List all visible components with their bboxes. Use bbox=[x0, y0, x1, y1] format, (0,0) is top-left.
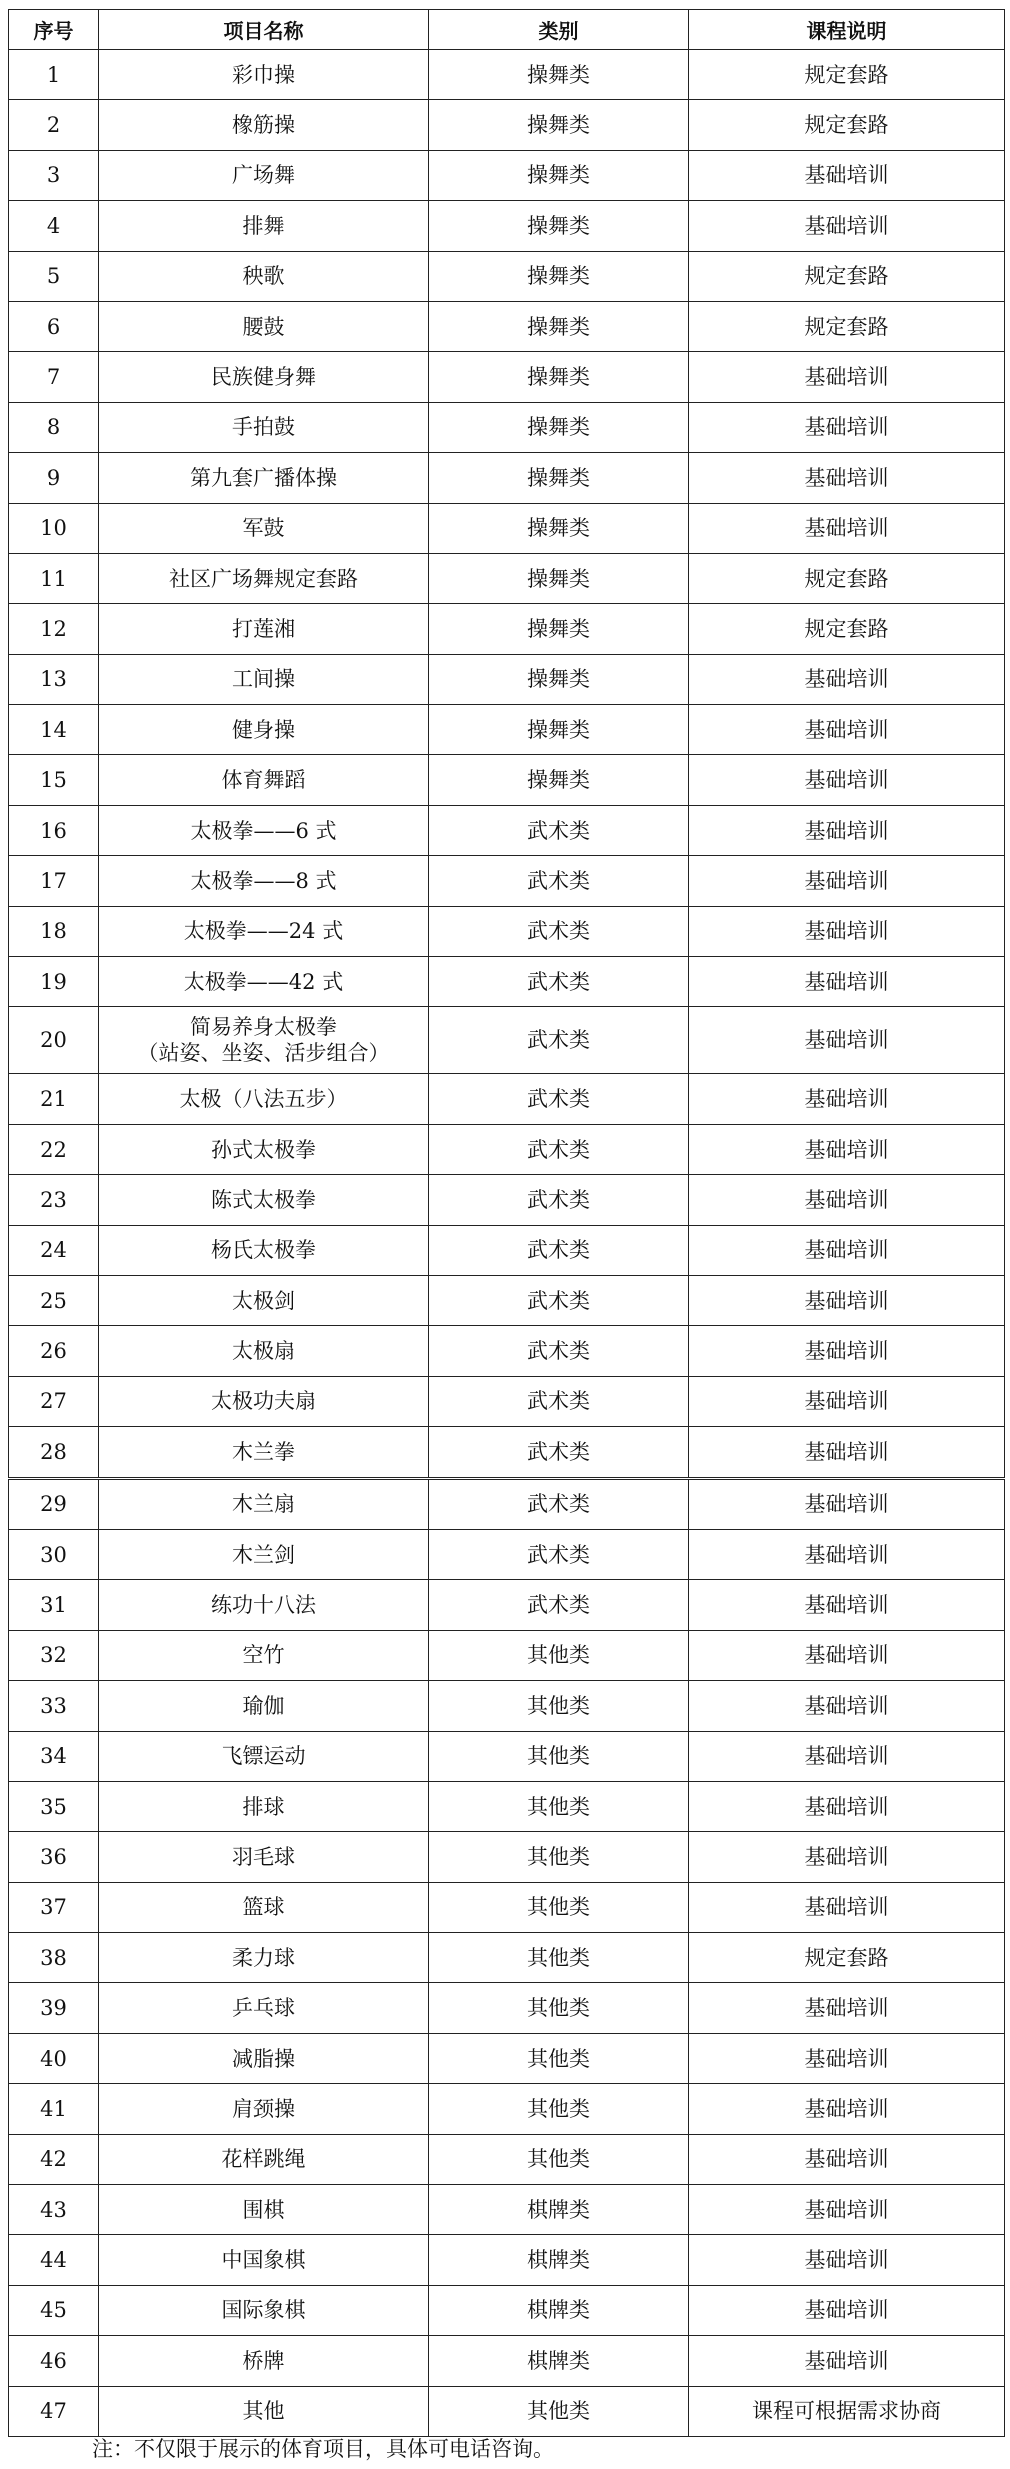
table-row bbox=[9, 2185, 1005, 2235]
cell-category: 武术类 bbox=[429, 957, 689, 1007]
cell-course-description: 基础培训 bbox=[689, 2185, 1005, 2235]
cell-category: 其他类 bbox=[429, 1630, 689, 1680]
table-row bbox=[9, 1832, 1005, 1882]
cell-number: 35 bbox=[9, 1781, 99, 1831]
cell-category: 其他类 bbox=[429, 2386, 689, 2436]
table-row bbox=[9, 1731, 1005, 1781]
cell-item-name: 减脂操 bbox=[99, 2033, 429, 2083]
table-row bbox=[9, 1933, 1005, 1983]
cell-category: 操舞类 bbox=[429, 654, 689, 704]
cell-category: 其他类 bbox=[429, 1983, 689, 2033]
table-row bbox=[9, 301, 1005, 351]
table-row bbox=[9, 100, 1005, 150]
cell-item-name: 柔力球 bbox=[99, 1933, 429, 1983]
table-row bbox=[9, 1882, 1005, 1932]
cell-course-description: 基础培训 bbox=[689, 1681, 1005, 1731]
cell-course-description: 基础培训 bbox=[689, 906, 1005, 956]
cell-item-name: 腰鼓 bbox=[99, 301, 429, 351]
cell-item-name: 羽毛球 bbox=[99, 1832, 429, 1882]
cell-course-description: 基础培训 bbox=[689, 1832, 1005, 1882]
cell-item-name: 体育舞蹈 bbox=[99, 755, 429, 805]
table-row bbox=[9, 201, 1005, 251]
cell-item-name: 太极扇 bbox=[99, 1326, 429, 1376]
cell-course-description: 基础培训 bbox=[689, 654, 1005, 704]
cell-item-name: 木兰拳 bbox=[99, 1427, 429, 1478]
table-row bbox=[9, 604, 1005, 654]
cell-item-name: 国际象棋 bbox=[99, 2285, 429, 2335]
cell-number: 6 bbox=[9, 301, 99, 351]
table-row bbox=[9, 2134, 1005, 2184]
cell-item-name: 太极拳——24 式 bbox=[99, 906, 429, 956]
cell-number: 12 bbox=[9, 604, 99, 654]
cell-course-description: 基础培训 bbox=[689, 1529, 1005, 1579]
cell-category: 武术类 bbox=[429, 1175, 689, 1225]
header-item-name: 项目名称 bbox=[99, 10, 429, 50]
cell-item-name: 打莲湘 bbox=[99, 604, 429, 654]
header-course-description: 课程说明 bbox=[689, 10, 1005, 50]
cell-number: 8 bbox=[9, 402, 99, 452]
table-row bbox=[9, 1225, 1005, 1275]
cell-item-name: 排球 bbox=[99, 1781, 429, 1831]
cell-number: 14 bbox=[9, 705, 99, 755]
cell-course-description: 基础培训 bbox=[689, 453, 1005, 503]
cell-category: 棋牌类 bbox=[429, 2285, 689, 2335]
table-row bbox=[9, 1427, 1005, 1478]
cell-category: 其他类 bbox=[429, 2084, 689, 2134]
cell-course-description: 基础培训 bbox=[689, 402, 1005, 452]
cell-category: 武术类 bbox=[429, 1478, 689, 1529]
cell-category: 武术类 bbox=[429, 1580, 689, 1630]
cell-category: 其他类 bbox=[429, 1681, 689, 1731]
cell-course-description: 基础培训 bbox=[689, 503, 1005, 553]
table-header-row bbox=[9, 10, 1005, 50]
cell-number: 47 bbox=[9, 2386, 99, 2436]
cell-category: 操舞类 bbox=[429, 402, 689, 452]
footnote: 注：不仅限于展示的体育项目，具体可电话咨询。 bbox=[92, 2437, 554, 2461]
cell-number: 9 bbox=[9, 453, 99, 503]
cell-category: 操舞类 bbox=[429, 352, 689, 402]
table-row bbox=[9, 1983, 1005, 2033]
cell-item-name: 社区广场舞规定套路 bbox=[99, 553, 429, 603]
cell-item-name: 太极（八法五步） bbox=[99, 1074, 429, 1124]
cell-number: 10 bbox=[9, 503, 99, 553]
cell-number: 11 bbox=[9, 553, 99, 603]
cell-category: 操舞类 bbox=[429, 553, 689, 603]
cell-course-description: 基础培训 bbox=[689, 201, 1005, 251]
cell-item-name: 篮球 bbox=[99, 1882, 429, 1932]
cell-number: 15 bbox=[9, 755, 99, 805]
table-row bbox=[9, 453, 1005, 503]
cell-category: 其他类 bbox=[429, 1781, 689, 1831]
cell-category: 操舞类 bbox=[429, 100, 689, 150]
cell-course-description: 基础培训 bbox=[689, 957, 1005, 1007]
cell-category: 武术类 bbox=[429, 1529, 689, 1579]
cell-category: 武术类 bbox=[429, 856, 689, 906]
cell-number: 23 bbox=[9, 1175, 99, 1225]
cell-course-description: 基础培训 bbox=[689, 1376, 1005, 1426]
table-row bbox=[9, 1376, 1005, 1426]
cell-category: 其他类 bbox=[429, 2134, 689, 2184]
cell-course-description: 基础培训 bbox=[689, 1478, 1005, 1529]
table-row bbox=[9, 1074, 1005, 1124]
cell-category: 操舞类 bbox=[429, 604, 689, 654]
cell-number: 32 bbox=[9, 1630, 99, 1680]
cell-course-description: 规定套路 bbox=[689, 50, 1005, 100]
cell-number: 28 bbox=[9, 1427, 99, 1478]
cell-item-name: 太极拳——42 式 bbox=[99, 957, 429, 1007]
cell-course-description: 基础培训 bbox=[689, 1882, 1005, 1932]
cell-category: 棋牌类 bbox=[429, 2235, 689, 2285]
cell-course-description: 基础培训 bbox=[689, 705, 1005, 755]
cell-item-name: 陈式太极拳 bbox=[99, 1175, 429, 1225]
cell-item-name: 飞镖运动 bbox=[99, 1731, 429, 1781]
cell-item-name: 工间操 bbox=[99, 654, 429, 704]
cell-number: 40 bbox=[9, 2033, 99, 2083]
cell-course-description: 规定套路 bbox=[689, 553, 1005, 603]
table-row bbox=[9, 1007, 1005, 1074]
cell-course-description: 基础培训 bbox=[689, 856, 1005, 906]
cell-category: 操舞类 bbox=[429, 503, 689, 553]
cell-category: 操舞类 bbox=[429, 251, 689, 301]
cell-category: 武术类 bbox=[429, 1376, 689, 1426]
cell-item-name: 孙式太极拳 bbox=[99, 1124, 429, 1174]
cell-course-description: 基础培训 bbox=[689, 2084, 1005, 2134]
cell-item-name: 太极功夫扇 bbox=[99, 1376, 429, 1426]
cell-course-description: 基础培训 bbox=[689, 1630, 1005, 1680]
cell-number: 30 bbox=[9, 1529, 99, 1579]
cell-course-description: 基础培训 bbox=[689, 1074, 1005, 1124]
cell-item-name: 彩巾操 bbox=[99, 50, 429, 100]
cell-number: 21 bbox=[9, 1074, 99, 1124]
cell-number: 7 bbox=[9, 352, 99, 402]
header-category: 类别 bbox=[429, 10, 689, 50]
cell-category: 操舞类 bbox=[429, 301, 689, 351]
cell-course-description: 基础培训 bbox=[689, 1580, 1005, 1630]
table-row bbox=[9, 503, 1005, 553]
cell-number: 13 bbox=[9, 654, 99, 704]
cell-category: 武术类 bbox=[429, 1074, 689, 1124]
cell-number: 33 bbox=[9, 1681, 99, 1731]
cell-course-description: 基础培训 bbox=[689, 2336, 1005, 2386]
cell-number: 44 bbox=[9, 2235, 99, 2285]
cell-number: 45 bbox=[9, 2285, 99, 2335]
cell-category: 操舞类 bbox=[429, 150, 689, 200]
table-row bbox=[9, 654, 1005, 704]
table-row bbox=[9, 1175, 1005, 1225]
cell-course-description: 基础培训 bbox=[689, 2235, 1005, 2285]
cell-course-description: 规定套路 bbox=[689, 1933, 1005, 1983]
cell-category: 操舞类 bbox=[429, 201, 689, 251]
cell-number: 41 bbox=[9, 2084, 99, 2134]
cell-course-description: 基础培训 bbox=[689, 1225, 1005, 1275]
cell-number: 31 bbox=[9, 1580, 99, 1630]
cell-number: 18 bbox=[9, 906, 99, 956]
table-row bbox=[9, 805, 1005, 855]
cell-number: 42 bbox=[9, 2134, 99, 2184]
table-row bbox=[9, 2235, 1005, 2285]
cell-item-name: 健身操 bbox=[99, 705, 429, 755]
cell-number: 19 bbox=[9, 957, 99, 1007]
cell-item-name: 简易养身太极拳 （站姿、坐姿、活步组合） bbox=[99, 1007, 429, 1074]
cell-item-name: 秧歌 bbox=[99, 251, 429, 301]
cell-item-name: 太极拳——8 式 bbox=[99, 856, 429, 906]
cell-item-name: 手拍鼓 bbox=[99, 402, 429, 452]
cell-category: 其他类 bbox=[429, 1731, 689, 1781]
cell-category: 其他类 bbox=[429, 1832, 689, 1882]
cell-number: 20 bbox=[9, 1007, 99, 1074]
cell-course-description: 规定套路 bbox=[689, 301, 1005, 351]
cell-category: 武术类 bbox=[429, 1124, 689, 1174]
cell-number: 17 bbox=[9, 856, 99, 906]
cell-category: 武术类 bbox=[429, 1427, 689, 1478]
cell-number: 37 bbox=[9, 1882, 99, 1932]
table-row bbox=[9, 755, 1005, 805]
cell-item-name: 太极拳——6 式 bbox=[99, 805, 429, 855]
cell-course-description: 课程可根据需求协商 bbox=[689, 2386, 1005, 2436]
cell-number: 27 bbox=[9, 1376, 99, 1426]
cell-course-description: 基础培训 bbox=[689, 1275, 1005, 1325]
cell-category: 武术类 bbox=[429, 906, 689, 956]
cell-number: 5 bbox=[9, 251, 99, 301]
cell-number: 2 bbox=[9, 100, 99, 150]
cell-number: 22 bbox=[9, 1124, 99, 1174]
cell-category: 武术类 bbox=[429, 1326, 689, 1376]
cell-category: 其他类 bbox=[429, 1882, 689, 1932]
cell-item-name: 广场舞 bbox=[99, 150, 429, 200]
table-row bbox=[9, 352, 1005, 402]
cell-course-description: 规定套路 bbox=[689, 251, 1005, 301]
cell-course-description: 基础培训 bbox=[689, 2134, 1005, 2184]
cell-category: 其他类 bbox=[429, 2033, 689, 2083]
course-table bbox=[8, 9, 1005, 2437]
table-row bbox=[9, 50, 1005, 100]
table-row bbox=[9, 705, 1005, 755]
cell-item-name: 瑜伽 bbox=[99, 1681, 429, 1731]
cell-category: 武术类 bbox=[429, 805, 689, 855]
table-row bbox=[9, 1781, 1005, 1831]
cell-number: 1 bbox=[9, 50, 99, 100]
cell-number: 26 bbox=[9, 1326, 99, 1376]
cell-category: 操舞类 bbox=[429, 705, 689, 755]
cell-number: 29 bbox=[9, 1478, 99, 1529]
cell-item-name: 空竹 bbox=[99, 1630, 429, 1680]
table-row bbox=[9, 402, 1005, 452]
cell-course-description: 基础培训 bbox=[689, 1124, 1005, 1174]
cell-category: 操舞类 bbox=[429, 453, 689, 503]
table-body bbox=[9, 50, 1005, 2437]
cell-category: 棋牌类 bbox=[429, 2336, 689, 2386]
table-row bbox=[9, 1124, 1005, 1174]
cell-category: 武术类 bbox=[429, 1007, 689, 1074]
cell-category: 武术类 bbox=[429, 1275, 689, 1325]
cell-number: 3 bbox=[9, 150, 99, 200]
cell-category: 武术类 bbox=[429, 1225, 689, 1275]
cell-item-name: 第九套广播体操 bbox=[99, 453, 429, 503]
table-row bbox=[9, 1529, 1005, 1579]
table-row bbox=[9, 906, 1005, 956]
cell-number: 4 bbox=[9, 201, 99, 251]
table-row bbox=[9, 2386, 1005, 2436]
cell-number: 39 bbox=[9, 1983, 99, 2033]
table-row bbox=[9, 251, 1005, 301]
table-row bbox=[9, 2336, 1005, 2386]
cell-number: 25 bbox=[9, 1275, 99, 1325]
cell-category: 棋牌类 bbox=[429, 2185, 689, 2235]
cell-item-name: 杨氏太极拳 bbox=[99, 1225, 429, 1275]
cell-number: 38 bbox=[9, 1933, 99, 1983]
cell-number: 43 bbox=[9, 2185, 99, 2235]
cell-course-description: 基础培训 bbox=[689, 352, 1005, 402]
cell-number: 16 bbox=[9, 805, 99, 855]
cell-item-name: 木兰扇 bbox=[99, 1478, 429, 1529]
table-row bbox=[9, 2285, 1005, 2335]
cell-course-description: 基础培训 bbox=[689, 1007, 1005, 1074]
table-row bbox=[9, 1630, 1005, 1680]
table-row bbox=[9, 2084, 1005, 2134]
cell-course-description: 规定套路 bbox=[689, 604, 1005, 654]
cell-course-description: 基础培训 bbox=[689, 1983, 1005, 2033]
cell-item-name: 乒乓球 bbox=[99, 1983, 429, 2033]
cell-number: 36 bbox=[9, 1832, 99, 1882]
cell-item-name: 桥牌 bbox=[99, 2336, 429, 2386]
cell-course-description: 基础培训 bbox=[689, 1326, 1005, 1376]
table-row bbox=[9, 150, 1005, 200]
header-number: 序号 bbox=[9, 10, 99, 50]
table-row bbox=[9, 957, 1005, 1007]
cell-item-name: 肩颈操 bbox=[99, 2084, 429, 2134]
cell-item-name: 围棋 bbox=[99, 2185, 429, 2235]
cell-category: 其他类 bbox=[429, 1933, 689, 1983]
cell-course-description: 基础培训 bbox=[689, 755, 1005, 805]
table-row bbox=[9, 1478, 1005, 1529]
cell-course-description: 基础培训 bbox=[689, 1175, 1005, 1225]
cell-item-name: 军鼓 bbox=[99, 503, 429, 553]
cell-course-description: 基础培训 bbox=[689, 805, 1005, 855]
table-row bbox=[9, 553, 1005, 603]
table-row bbox=[9, 1326, 1005, 1376]
cell-item-name: 民族健身舞 bbox=[99, 352, 429, 402]
cell-number: 34 bbox=[9, 1731, 99, 1781]
cell-number: 24 bbox=[9, 1225, 99, 1275]
table-row bbox=[9, 1681, 1005, 1731]
cell-item-name: 中国象棋 bbox=[99, 2235, 429, 2285]
cell-item-name: 排舞 bbox=[99, 201, 429, 251]
table-row bbox=[9, 856, 1005, 906]
cell-course-description: 基础培训 bbox=[689, 2033, 1005, 2083]
cell-item-name: 练功十八法 bbox=[99, 1580, 429, 1630]
cell-item-name: 橡筋操 bbox=[99, 100, 429, 150]
cell-item-name: 太极剑 bbox=[99, 1275, 429, 1325]
cell-course-description: 规定套路 bbox=[689, 100, 1005, 150]
cell-course-description: 基础培训 bbox=[689, 150, 1005, 200]
cell-item-name: 木兰剑 bbox=[99, 1529, 429, 1579]
cell-category: 操舞类 bbox=[429, 755, 689, 805]
cell-number: 46 bbox=[9, 2336, 99, 2386]
table-row bbox=[9, 2033, 1005, 2083]
cell-category: 操舞类 bbox=[429, 50, 689, 100]
cell-course-description: 基础培训 bbox=[689, 2285, 1005, 2335]
cell-course-description: 基础培训 bbox=[689, 1781, 1005, 1831]
cell-course-description: 基础培训 bbox=[689, 1427, 1005, 1478]
cell-course-description: 基础培训 bbox=[689, 1731, 1005, 1781]
cell-item-name: 花样跳绳 bbox=[99, 2134, 429, 2184]
table-row bbox=[9, 1580, 1005, 1630]
cell-item-name: 其他 bbox=[99, 2386, 429, 2436]
table-row bbox=[9, 1275, 1005, 1325]
